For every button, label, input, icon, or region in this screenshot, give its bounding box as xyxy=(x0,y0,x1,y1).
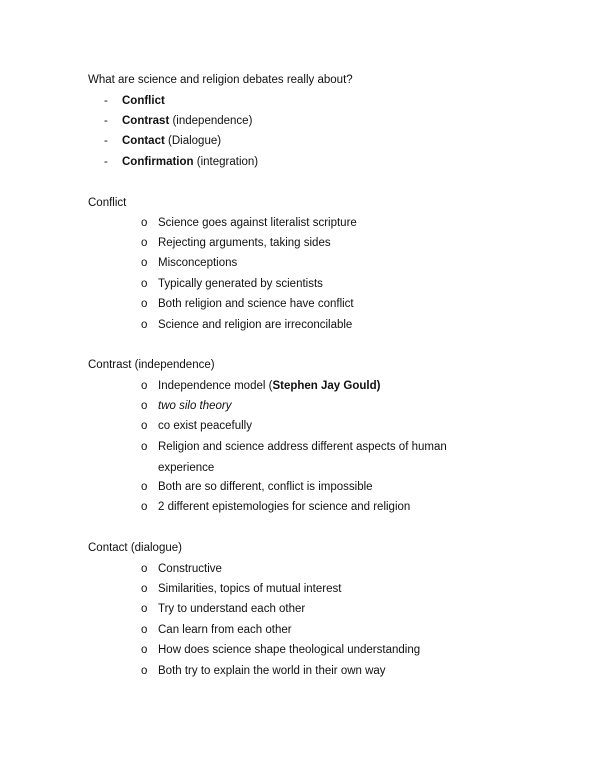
list-item: two silo theory xyxy=(158,400,232,412)
list-item: Misconceptions xyxy=(158,257,238,269)
bullet-marker: o xyxy=(141,257,148,269)
bullet-marker: o xyxy=(141,380,148,392)
dash-marker: - xyxy=(104,135,108,147)
section-heading-contrast: Contrast (independence) xyxy=(88,359,215,371)
bullet-marker: o xyxy=(141,624,148,636)
bullet-marker: o xyxy=(141,665,148,677)
bullet-marker: o xyxy=(141,400,148,412)
dash-item-rest: (integration) xyxy=(193,156,259,168)
bullet-marker: o xyxy=(141,563,148,575)
bullet-marker: o xyxy=(141,481,148,493)
list-item: Both religion and science have conflict xyxy=(158,298,354,310)
list-item: Both are so different, conflict is impossible xyxy=(158,481,373,493)
bullet-marker: o xyxy=(141,278,148,290)
list-item xyxy=(158,379,380,393)
bullet-marker: o xyxy=(141,420,148,432)
dash-item-bold: Contact xyxy=(122,135,165,147)
list-item: Rejecting arguments, taking sides xyxy=(158,237,331,249)
list-item: Science goes against literalist scripture xyxy=(158,217,357,229)
dash-item-confirmation xyxy=(104,155,258,169)
dash-item-bold: Conflict xyxy=(122,95,165,107)
list-item: Constructive xyxy=(158,563,222,575)
list-item: Can learn from each other xyxy=(158,624,292,636)
dash-marker: - xyxy=(104,95,108,107)
list-item: Science and religion are irreconcilable xyxy=(158,319,353,331)
bullet-marker: o xyxy=(141,644,148,656)
dash-item-contact xyxy=(104,134,221,148)
list-item: Both try to explain the world in their own way xyxy=(158,665,386,677)
bullet-marker: o xyxy=(141,501,148,513)
list-item: Similarities, topics of mutual interest xyxy=(158,583,342,595)
list-item: 2 different epistemologies for science and religion xyxy=(158,501,411,513)
list-item-text: Independence model ( xyxy=(158,380,273,392)
list-item: Typically generated by scientists xyxy=(158,278,323,290)
dash-item-bold: Contrast xyxy=(122,115,170,127)
bullet-marker: o xyxy=(141,217,148,229)
dash-item-contrast xyxy=(104,114,252,128)
dash-item-conflict xyxy=(104,94,165,108)
bullet-marker: o xyxy=(141,319,148,331)
dash-marker: - xyxy=(104,156,108,168)
bullet-marker: o xyxy=(141,237,148,249)
list-item: Try to understand each other xyxy=(158,603,306,615)
bullet-marker: o xyxy=(141,603,148,615)
dash-item-rest: (independence) xyxy=(169,115,253,127)
bullet-marker: o xyxy=(141,441,148,453)
list-item: Religion and science address different aspects of human experience xyxy=(158,441,447,474)
dash-marker: - xyxy=(104,115,108,127)
section-heading-contact: Contact (dialogue) xyxy=(88,542,182,554)
section-heading-conflict: Conflict xyxy=(88,197,127,209)
person-name: Stephen Jay Gould) xyxy=(272,380,381,392)
bullet-marker: o xyxy=(141,583,148,595)
dash-item-rest: (Dialogue) xyxy=(164,135,222,147)
dash-item-bold: Confirmation xyxy=(122,156,194,168)
intro-question: What are science and religion debates really about? xyxy=(88,74,353,86)
list-item: How does science shape theological understanding xyxy=(158,644,421,656)
list-item: co exist peacefully xyxy=(158,420,252,432)
bullet-marker: o xyxy=(141,298,148,310)
